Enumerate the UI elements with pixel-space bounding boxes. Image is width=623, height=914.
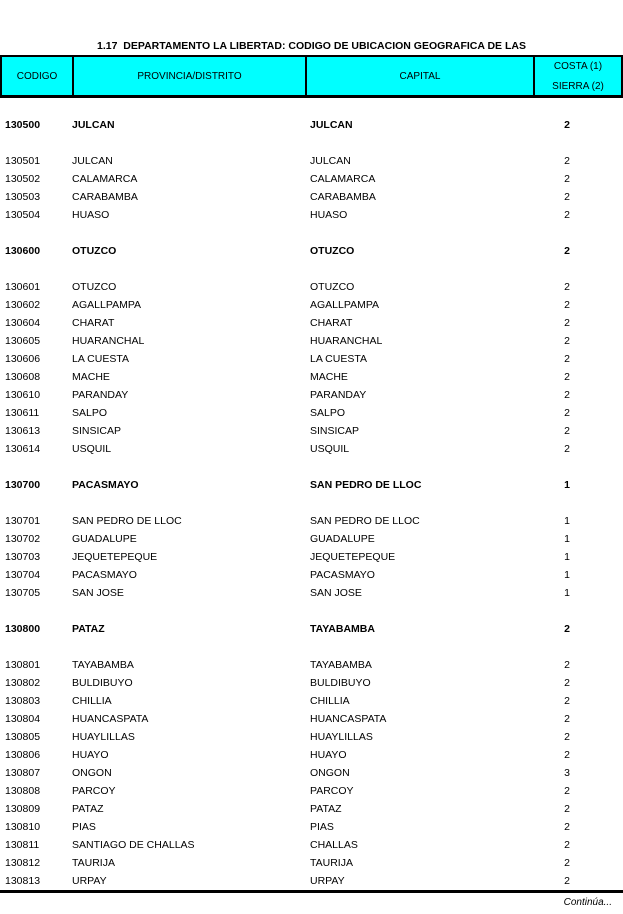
code-cell: 130705	[5, 587, 41, 599]
region-code-cell: 2	[564, 119, 570, 131]
code-cell: 130610	[5, 389, 41, 401]
province-row	[0, 116, 623, 134]
province-district-cell: USQUIL	[72, 443, 112, 455]
province-district-cell: AGALLPAMPA	[72, 299, 142, 311]
column-header-codigo: CODIGO	[16, 70, 58, 82]
district-row	[0, 278, 623, 296]
region-code-cell: 3	[564, 767, 570, 779]
province-district-cell: JEQUETEPEQUE	[72, 551, 158, 563]
province-district-cell: SANTIAGO DE CHALLAS	[72, 839, 195, 851]
code-cell: 130804	[5, 713, 41, 725]
province-row	[0, 242, 623, 260]
province-district-cell: CARABAMBA	[72, 191, 138, 203]
region-code-cell: 2	[564, 245, 570, 257]
capital-cell: OTUZCO	[310, 281, 355, 293]
district-row	[0, 674, 623, 692]
province-district-cell: HUASO	[72, 209, 110, 221]
province-district-cell: PATAZ	[72, 623, 105, 635]
province-district-cell: URPAY	[72, 875, 107, 887]
district-row	[0, 530, 623, 548]
region-code-cell: 2	[564, 335, 570, 347]
column-header-sierra-label: SIERRA (2)	[552, 81, 604, 92]
district-row	[0, 566, 623, 584]
capital-cell: JULCAN	[310, 119, 353, 131]
district-row	[0, 512, 623, 530]
district-row	[0, 332, 623, 350]
code-cell: 130813	[5, 875, 41, 887]
code-cell: 130600	[5, 245, 41, 257]
district-row	[0, 296, 623, 314]
region-code-cell: 2	[564, 713, 570, 725]
capital-cell: JULCAN	[310, 155, 351, 167]
district-row	[0, 656, 623, 674]
capital-cell: TAYABAMBA	[310, 623, 375, 635]
district-row	[0, 386, 623, 404]
region-code-cell: 2	[564, 191, 570, 203]
capital-cell: PACASMAYO	[310, 569, 375, 581]
capital-cell: SAN PEDRO DE LLOC	[310, 515, 420, 527]
code-cell: 130504	[5, 209, 41, 221]
capital-cell: SINSICAP	[310, 425, 360, 437]
province-district-cell: GUADALUPE	[72, 533, 137, 545]
province-district-cell: JULCAN	[72, 119, 115, 131]
region-code-cell: 2	[564, 623, 570, 635]
district-row	[0, 422, 623, 440]
capital-cell: SAN JOSE	[310, 587, 362, 599]
region-code-cell: 2	[564, 803, 570, 815]
province-district-cell: SINSICAP	[72, 425, 122, 437]
district-row	[0, 584, 623, 602]
region-code-cell: 2	[564, 443, 570, 455]
code-cell: 130812	[5, 857, 41, 869]
capital-cell: LA CUESTA	[310, 353, 367, 365]
district-row	[0, 404, 623, 422]
province-district-cell: HUARANCHAL	[72, 335, 145, 347]
code-cell: 130807	[5, 767, 41, 779]
district-row	[0, 368, 623, 386]
code-cell: 130803	[5, 695, 41, 707]
district-row	[0, 818, 623, 836]
province-district-cell: SALPO	[72, 407, 108, 419]
code-cell: 130614	[5, 443, 41, 455]
region-code-cell: 2	[564, 749, 570, 761]
code-cell: 130606	[5, 353, 41, 365]
region-code-cell: 2	[564, 839, 570, 851]
region-code-cell: 2	[564, 785, 570, 797]
region-code-cell: 1	[564, 569, 570, 581]
capital-cell: HUAYO	[310, 749, 347, 761]
province-district-cell: JULCAN	[72, 155, 113, 167]
district-row	[0, 206, 623, 224]
district-row	[0, 872, 623, 890]
province-district-cell: PACASMAYO	[72, 479, 139, 491]
table-header-row	[0, 55, 623, 98]
region-code-cell: 2	[564, 389, 570, 401]
capital-cell: PARCOY	[310, 785, 354, 797]
province-row	[0, 476, 623, 494]
region-code-cell: 2	[564, 659, 570, 671]
capital-cell: HUARANCHAL	[310, 335, 383, 347]
province-district-cell: MACHE	[72, 371, 110, 383]
code-cell: 130601	[5, 281, 41, 293]
capital-cell: CARABAMBA	[310, 191, 376, 203]
capital-cell: HUAYLILLAS	[310, 731, 373, 743]
capital-cell: SALPO	[310, 407, 346, 419]
district-row	[0, 836, 623, 854]
region-code-cell: 2	[564, 155, 570, 167]
province-district-cell: OTUZCO	[72, 245, 117, 257]
district-row	[0, 800, 623, 818]
code-cell: 130608	[5, 371, 41, 383]
district-row	[0, 764, 623, 782]
district-row	[0, 314, 623, 332]
capital-cell: PATAZ	[310, 803, 342, 815]
province-district-cell: PARCOY	[72, 785, 116, 797]
code-cell: 130501	[5, 155, 41, 167]
code-cell: 130800	[5, 623, 41, 635]
code-cell: 130810	[5, 821, 41, 833]
province-district-cell: TAYABAMBA	[72, 659, 134, 671]
code-cell: 130805	[5, 731, 41, 743]
capital-cell: HUASO	[310, 209, 348, 221]
code-cell: 130602	[5, 299, 41, 311]
region-code-cell: 2	[564, 371, 570, 383]
capital-cell: PIAS	[310, 821, 334, 833]
region-code-cell: 2	[564, 317, 570, 329]
capital-cell: USQUIL	[310, 443, 350, 455]
column-header-costa-label: COSTA (1)	[553, 61, 603, 72]
capital-cell: CHILLIA	[310, 695, 350, 707]
code-cell: 130808	[5, 785, 41, 797]
province-district-cell: PACASMAYO	[72, 569, 137, 581]
province-district-cell: HUANCASPATA	[72, 713, 149, 725]
province-district-cell: ONGON	[72, 767, 112, 779]
capital-cell: PARANDAY	[310, 389, 367, 401]
region-code-cell: 1	[564, 587, 570, 599]
district-row	[0, 728, 623, 746]
capital-cell: CALAMARCA	[310, 173, 376, 185]
province-district-cell: HUAYLILLAS	[72, 731, 135, 743]
code-cell: 130503	[5, 191, 41, 203]
capital-cell: CHARAT	[310, 317, 353, 329]
title-line-1: 1.17 DEPARTAMENTO LA LIBERTAD: CODIGO DE UBICACION GEOGRAFICA DE LAS	[97, 40, 526, 52]
continuation-note: Continúa...	[563, 897, 612, 908]
code-cell: 130704	[5, 569, 41, 581]
region-code-cell: 2	[564, 299, 570, 311]
province-district-cell: CALAMARCA	[72, 173, 138, 185]
capital-cell: MACHE	[310, 371, 348, 383]
capital-cell: URPAY	[310, 875, 345, 887]
code-cell: 130703	[5, 551, 41, 563]
region-code-cell: 1	[564, 551, 570, 563]
code-cell: 130811	[5, 839, 40, 851]
district-row	[0, 692, 623, 710]
code-cell: 130809	[5, 803, 41, 815]
code-cell: 130701	[5, 515, 41, 527]
column-header-provincia-distrito: PROVINCIA/DISTRITO	[72, 57, 305, 95]
code-cell: 130604	[5, 317, 41, 329]
province-district-cell: PIAS	[72, 821, 96, 833]
column-header-costa-sierra	[533, 57, 621, 95]
district-row	[0, 188, 623, 206]
district-row	[0, 548, 623, 566]
capital-cell: TAYABAMBA	[310, 659, 372, 671]
region-code-cell: 2	[564, 695, 570, 707]
region-code-cell: 2	[564, 173, 570, 185]
province-district-cell: CHARAT	[72, 317, 115, 329]
province-district-cell: LA CUESTA	[72, 353, 129, 365]
district-row	[0, 440, 623, 458]
capital-cell: OTUZCO	[310, 245, 355, 257]
code-cell: 130801	[5, 659, 41, 671]
district-row	[0, 710, 623, 728]
region-code-cell: 2	[564, 821, 570, 833]
province-district-cell: HUAYO	[72, 749, 109, 761]
district-row	[0, 350, 623, 368]
region-code-cell: 2	[564, 731, 570, 743]
capital-cell: SAN PEDRO DE LLOC	[310, 479, 422, 491]
column-header-capital: CAPITAL	[305, 57, 533, 95]
capital-cell: BULDIBUYO	[310, 677, 371, 689]
code-cell: 130700	[5, 479, 41, 491]
capital-cell: AGALLPAMPA	[310, 299, 380, 311]
province-district-cell: CHILLIA	[72, 695, 112, 707]
region-code-cell: 2	[564, 407, 570, 419]
capital-cell: ONGON	[310, 767, 350, 779]
province-district-cell: SAN JOSE	[72, 587, 124, 599]
province-district-cell: PATAZ	[72, 803, 104, 815]
capital-cell: HUANCASPATA	[310, 713, 387, 725]
province-district-cell: PARANDAY	[72, 389, 129, 401]
province-district-cell: BULDIBUYO	[72, 677, 133, 689]
region-code-cell: 1	[564, 479, 570, 491]
province-district-cell: OTUZCO	[72, 281, 117, 293]
capital-cell: CHALLAS	[310, 839, 358, 851]
code-cell: 130611	[5, 407, 40, 419]
code-cell: 130500	[5, 119, 41, 131]
code-cell: 130605	[5, 335, 41, 347]
capital-cell: GUADALUPE	[310, 533, 375, 545]
province-row	[0, 620, 623, 638]
region-code-cell: 2	[564, 857, 570, 869]
code-cell: 130802	[5, 677, 41, 689]
capital-cell: JEQUETEPEQUE	[310, 551, 396, 563]
province-district-cell: TAURIJA	[72, 857, 115, 869]
region-code-cell: 2	[564, 281, 570, 293]
code-cell: 130502	[5, 173, 41, 185]
table-bottom-rule	[0, 890, 623, 893]
district-row	[0, 746, 623, 764]
code-cell: 130806	[5, 749, 41, 761]
code-cell: 130702	[5, 533, 41, 545]
code-cell: 130613	[5, 425, 41, 437]
region-code-cell: 2	[564, 209, 570, 221]
district-row	[0, 782, 623, 800]
district-row	[0, 152, 623, 170]
region-code-cell: 2	[564, 425, 570, 437]
region-code-cell: 2	[564, 677, 570, 689]
province-district-cell: SAN PEDRO DE LLOC	[72, 515, 182, 527]
region-code-cell: 2	[564, 353, 570, 365]
region-code-cell: 2	[564, 875, 570, 887]
table-body	[0, 98, 623, 890]
district-row	[0, 170, 623, 188]
district-row	[0, 854, 623, 872]
region-code-cell: 1	[564, 533, 570, 545]
capital-cell: TAURIJA	[310, 857, 353, 869]
region-code-cell: 1	[564, 515, 570, 527]
